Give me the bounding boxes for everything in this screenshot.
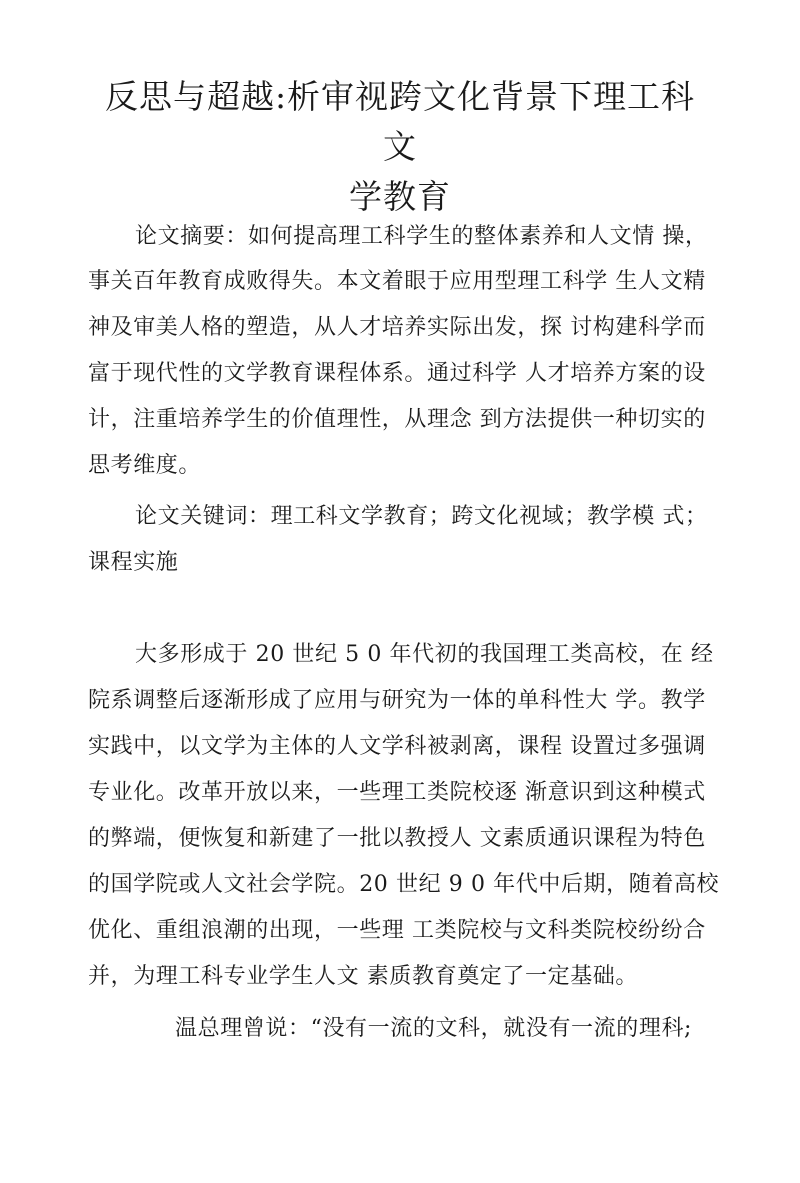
body-line-3: 实践中，以文学为主体的人文学科被剥离，课程 设置过多强调: [88, 734, 706, 759]
abstract-line-2: 事关百年教育成败得失。本文着眼于应用型理工科学 生人文精: [88, 269, 706, 294]
body-line-2: 院系调整后逐渐形成了应用与研究为一体的单科性大 学。教学: [88, 688, 706, 713]
abstract-line-4: 富于现代性的文学教育课程体系。通过科学 人才培养方案的设: [88, 361, 706, 386]
title-line-2: 学教育: [349, 177, 451, 216]
abstract-line-3: 神及审美人格的塑造，从人才培养实际出发，探 讨构建科学而: [88, 315, 706, 340]
quote-line-1: 温总理曾说：“没有一流的文科，就没有一流的理科;: [175, 1016, 693, 1041]
body-line-4: 专业化。改革开放以来，一些理工类院校逐 渐意识到这种模式: [88, 780, 706, 805]
keywords-line-1: 论文关键词：理工科文学教育；跨文化视域；教学模 式；: [135, 504, 708, 529]
body-line-6: 的国学院或人文社会学院。20 世纪 9 0 年代中后期，随着高校: [88, 872, 720, 897]
abstract-line-6: 思考维度。: [88, 453, 202, 478]
body-line-5: 的弊端，便恢复和新建了一批以教授人 文素质通识课程为特色: [88, 826, 706, 851]
document-title: [90, 72, 710, 222]
body-line-8: 并，为理工科专业学生人文 素质教育奠定了一定基础。: [88, 964, 638, 989]
body-line-7: 优化、重组浪潮的出现，一些理 工类院校与文科类院校纷纷合: [88, 918, 706, 943]
abstract-line-1: 论文摘要：如何提高理工科学生的整体素养和人文情 操，: [135, 224, 708, 249]
abstract-line-5: 计，注重培养学生的价值理性，从理念 到方法提供一种切实的: [88, 407, 706, 432]
body-line-1: 大多形成于 20 世纪 5 0 年代初的我国理工类高校，在 经: [135, 642, 714, 667]
title-line-1: 反思与超越:析审视跨文化背景下理工科文: [104, 77, 696, 166]
keywords-line-2: 课程实施: [88, 550, 179, 575]
